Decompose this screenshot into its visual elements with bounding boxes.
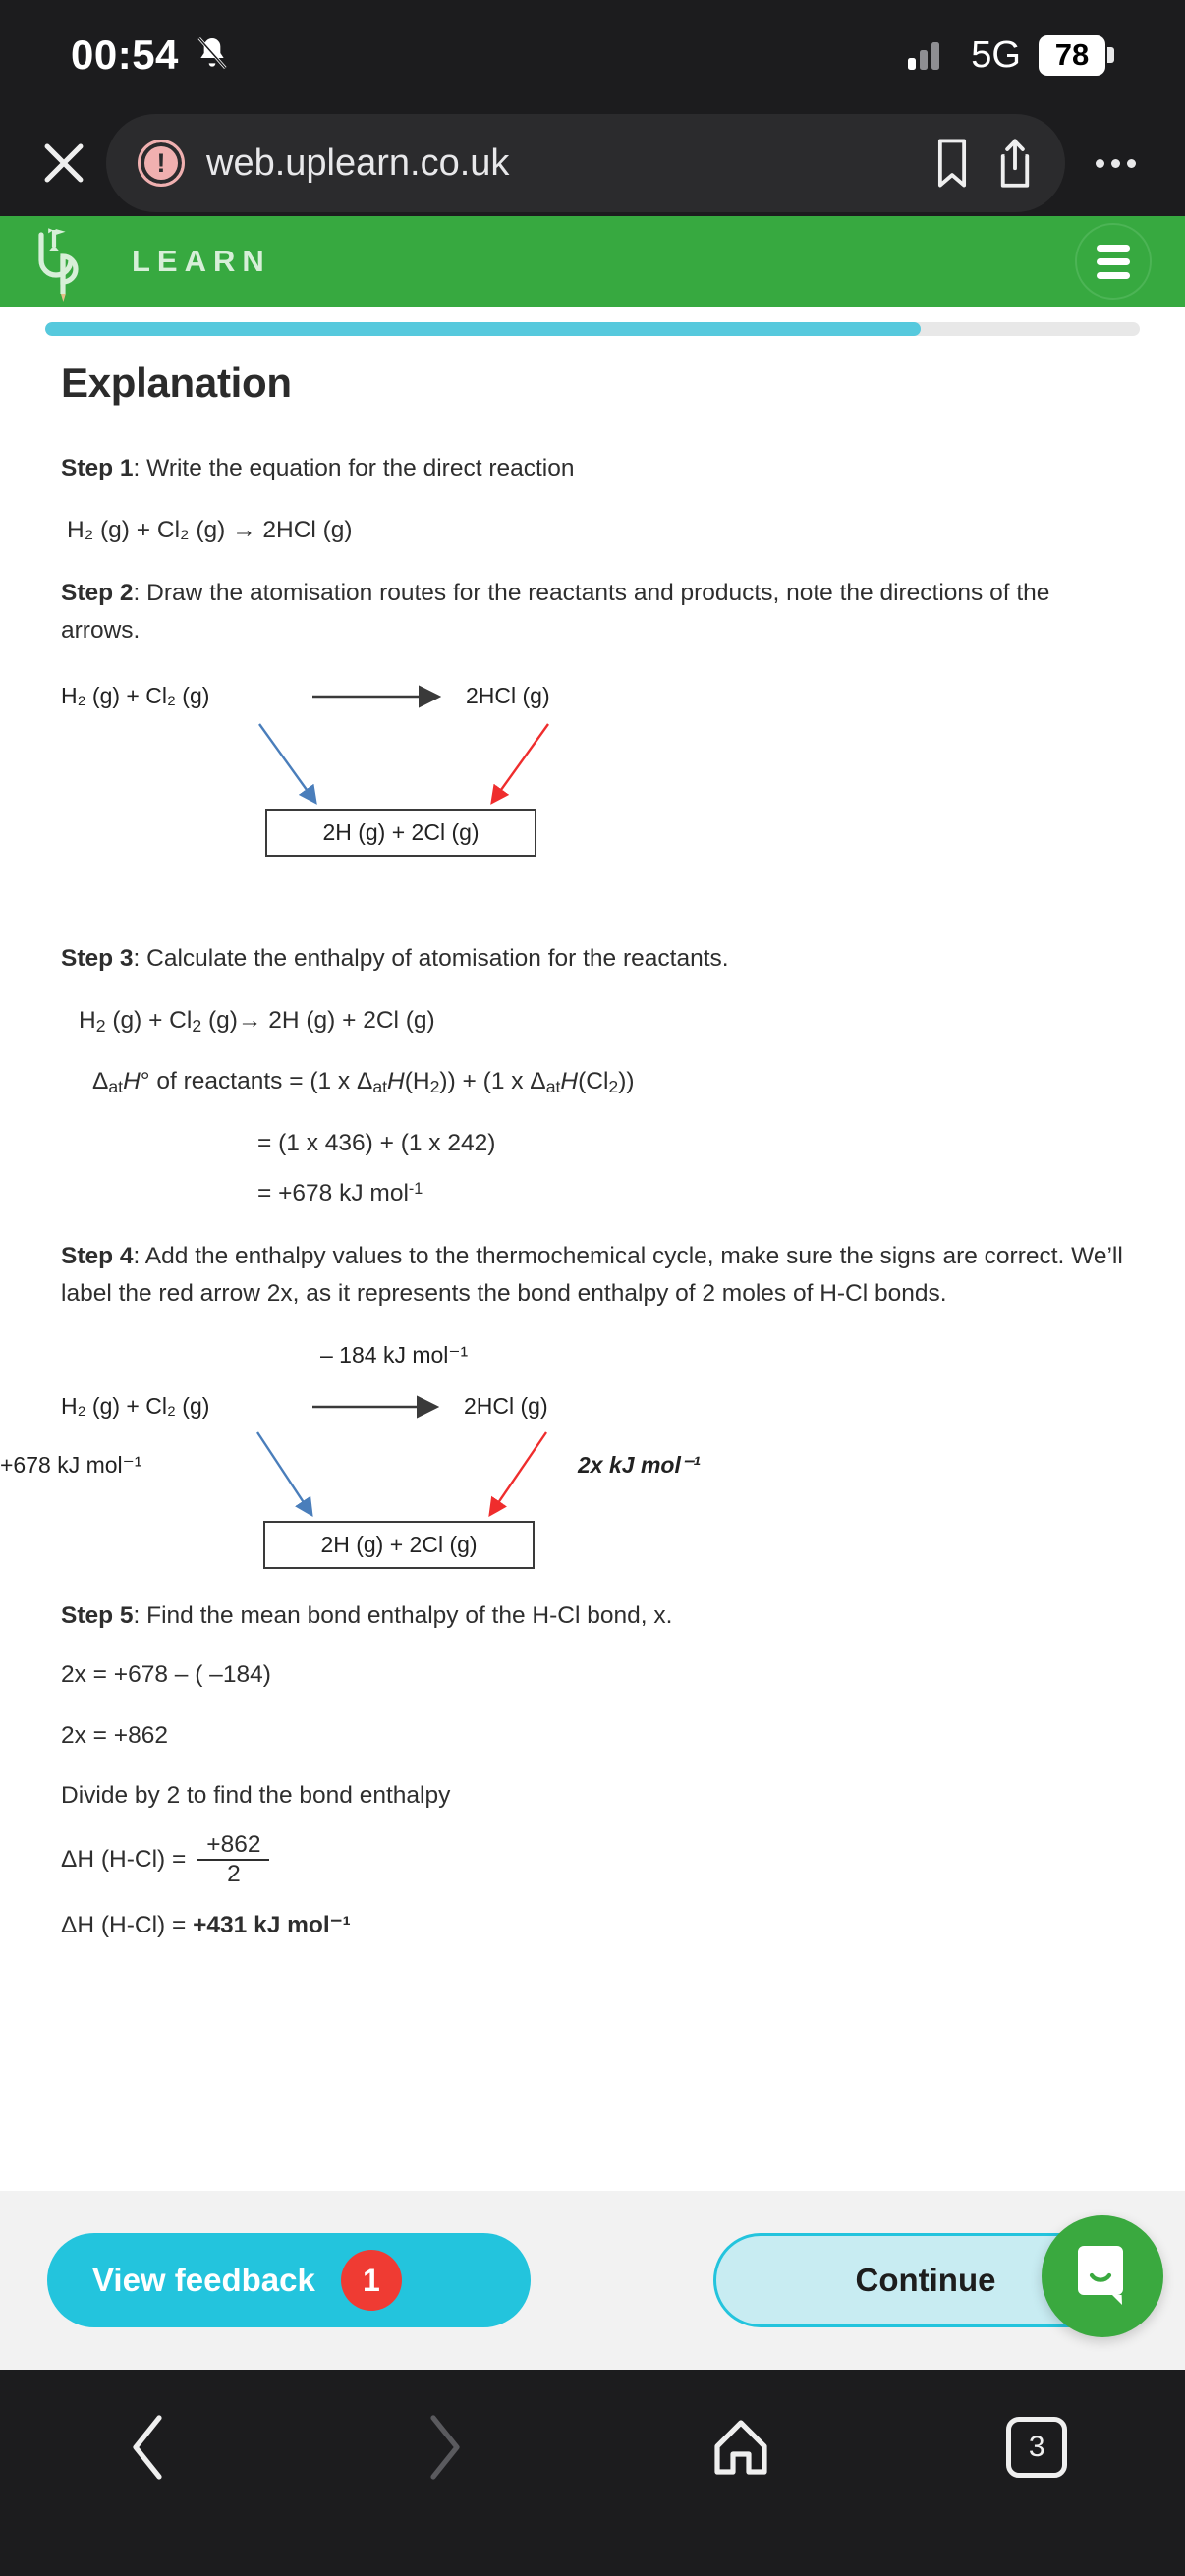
bookmark-icon[interactable] xyxy=(931,138,973,189)
chevron-right-icon[interactable] xyxy=(370,2405,518,2490)
diagram1-top-left-label: H₂ (g) + Cl₂ (g) xyxy=(61,682,210,708)
hamburger-menu-icon[interactable] xyxy=(1075,223,1152,300)
diagram1-top-right-label: 2HCl (g) xyxy=(466,682,550,708)
step-1-paragraph xyxy=(61,450,1124,487)
menu-bar xyxy=(1097,258,1130,265)
status-bar-left xyxy=(71,31,232,79)
step-3-paragraph xyxy=(61,940,1124,978)
cellular-signal-icon xyxy=(908,36,953,75)
continue-label: Continue xyxy=(855,2262,996,2298)
browser-bottom-nav xyxy=(0,2370,1185,2576)
thermochemical-cycle-diagram-1 xyxy=(61,675,1124,858)
chat-bubble-icon xyxy=(1074,2244,1131,2310)
up-learn-rocket-pencil-logo xyxy=(29,223,120,300)
network-type-label: 5G xyxy=(971,33,1021,76)
step-4-paragraph xyxy=(61,1238,1124,1313)
diagram1-bottom-box: 2H (g) + 2Cl (g) xyxy=(265,809,536,857)
view-feedback-label: View feedback xyxy=(92,2262,315,2298)
home-icon[interactable] xyxy=(667,2405,815,2490)
step-4-text: : Add the enthalpy values to the thermochemical cycle, make sure the signs are correct. We’ll label the red arrow 2x, as it represents the bond enthalpy of 2 moles of H-Cl bonds. xyxy=(61,1242,1123,1307)
chevron-left-icon[interactable] xyxy=(75,2405,222,2490)
fraction-denominator: 2 xyxy=(227,1861,241,1888)
step-3-text: : Calculate the enthalpy of atomisation for the reactants. xyxy=(133,944,729,972)
step-3-label: Step 3 xyxy=(61,944,134,972)
step-5-text: : Find the mean bond enthalpy of the H-Cl bond, x. xyxy=(133,1601,673,1629)
app-header xyxy=(0,216,1185,307)
url-bar[interactable] xyxy=(106,114,1065,212)
diagram2-top-right-label: 2HCl (g) xyxy=(464,1392,548,1419)
calc-line-3: = +678 kJ mol$^{-1}$ xyxy=(257,1179,423,1206)
step-1-label: Step 1 xyxy=(61,455,134,481)
more-options-icon[interactable] xyxy=(1081,159,1150,168)
final-answer-label: ΔH (H-Cl) = xyxy=(61,1911,194,1938)
final-answer-value: +431 kJ mol⁻¹ xyxy=(193,1911,351,1938)
status-bar xyxy=(0,0,1185,110)
fraction-numerator: +862 xyxy=(198,1832,269,1861)
bell-slash-icon xyxy=(193,32,232,79)
fraction xyxy=(198,1832,269,1886)
dot xyxy=(1096,159,1104,168)
battery-indicator xyxy=(1039,35,1114,76)
lesson-progress-bar xyxy=(45,322,1140,336)
tab-count-label: 3 xyxy=(1006,2417,1067,2478)
lesson-progress-fill xyxy=(45,322,921,336)
menu-bar xyxy=(1097,272,1130,279)
final-answer xyxy=(61,1907,1124,1944)
explanation-body xyxy=(0,336,1185,1944)
diagram2-right-label: 2x kJ mol⁻¹ xyxy=(578,1451,701,1478)
thermochemical-cycle-diagram-2 xyxy=(0,1338,1124,1570)
calc-line-1: $\Delta_{at}H^\circ$ of reactants = (1 x $\Delta_{at}H(H_2)) + (1$ x $\Delta_{at}H(Cl_2)$) xyxy=(92,1068,635,1097)
status-time: 00:54 xyxy=(71,31,179,78)
battery-percent: 78 xyxy=(1039,35,1105,76)
solve-line-2: 2x = +862 xyxy=(61,1721,168,1749)
lesson-footer-actions xyxy=(0,2191,1185,2370)
share-icon[interactable] xyxy=(994,137,1036,190)
tab-count-button[interactable] xyxy=(963,2405,1110,2490)
brand-logo[interactable] xyxy=(29,223,271,300)
battery-nub xyxy=(1107,47,1114,63)
fraction-left-label: ΔH (H-Cl) = xyxy=(61,1846,187,1874)
menu-bar xyxy=(1097,245,1130,252)
calc-line-2: = (1 x 436) + (1 x 242) xyxy=(257,1130,496,1157)
page-title: Explanation xyxy=(61,360,292,406)
browser-toolbar xyxy=(0,110,1185,216)
solve-line-1: 2x = +678 – ( –184) xyxy=(61,1660,271,1688)
step-5-paragraph xyxy=(61,1597,1124,1635)
step-2-text: : Draw the atomisation routes for the reactants and products, note the directions of the arrows. xyxy=(61,579,1050,644)
brand-name: LEARN xyxy=(132,244,271,278)
view-feedback-button[interactable] xyxy=(47,2233,531,2327)
step-4-label: Step 4 xyxy=(61,1242,134,1269)
diagram2-top-center-label: – 184 kJ mol⁻¹ xyxy=(320,1341,469,1368)
url-text: web.uplearn.co.uk xyxy=(206,141,510,184)
page-content xyxy=(0,307,1185,2191)
solve-line-3: Divide by 2 to find the bond enthalpy xyxy=(61,1782,451,1810)
diagram2-bottom-box: 2H (g) + 2Cl (g) xyxy=(263,1521,535,1569)
diagram2-top-left-label: H₂ (g) + Cl₂ (g) xyxy=(61,1392,210,1419)
chat-widget-button[interactable] xyxy=(1042,2215,1163,2337)
close-icon[interactable] xyxy=(35,135,92,192)
equation-step-3: $H_2$ $(g) + Cl_2$ (g)→ 2H (g) + 2Cl (g) xyxy=(79,1006,435,1036)
status-bar-right xyxy=(908,34,1114,77)
feedback-count-badge: 1 xyxy=(341,2250,402,2311)
fraction-equation xyxy=(61,1832,1124,1886)
step-2-paragraph xyxy=(61,575,1124,649)
cycle-arrows-1 xyxy=(61,675,1122,858)
not-secure-warning-icon[interactable] xyxy=(138,140,185,187)
diagram2-left-label: +678 kJ mol⁻¹ xyxy=(0,1451,142,1478)
dot xyxy=(1127,159,1136,168)
dot xyxy=(1111,159,1120,168)
step-5-label: Step 5 xyxy=(61,1601,134,1629)
equation-step-1: H₂ (g) + Cl₂ (g) → 2HCl (g) xyxy=(67,516,353,543)
step-2-label: Step 2 xyxy=(61,579,134,606)
step-1-text: : Write the equation for the direct reaction xyxy=(133,455,575,481)
